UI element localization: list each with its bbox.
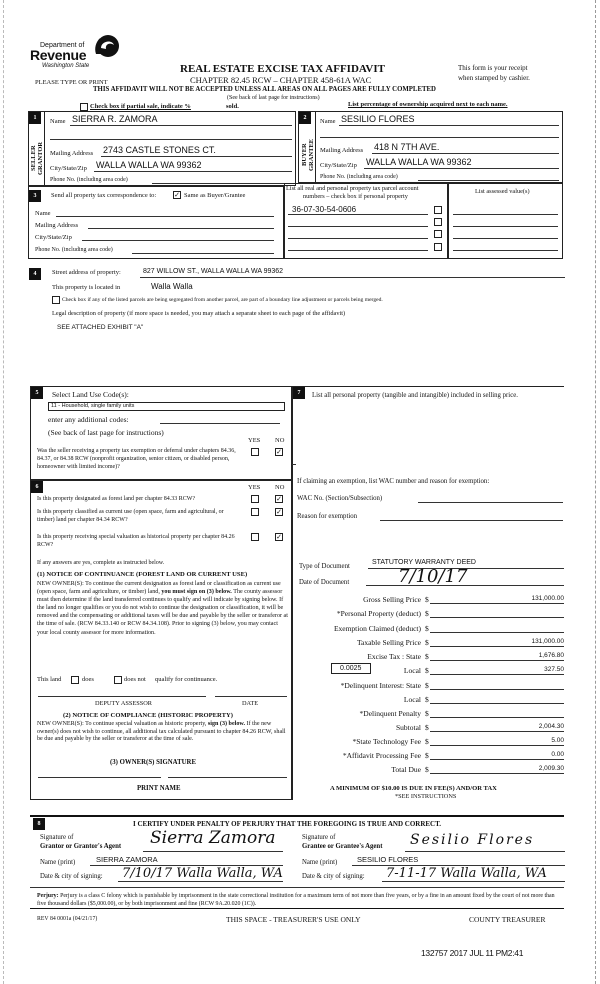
grantee-date-label: Date & city of signing: (302, 873, 365, 880)
buyer-phone-field[interactable] (418, 180, 559, 181)
buyer-mailing-label: Mailing Address (320, 147, 364, 154)
exemption-reason-label: Reason for exemption (297, 513, 358, 520)
receipt-note-2: when stamped by cashier. (458, 74, 530, 82)
logo-revenue-text: Revenue (30, 47, 87, 63)
grantor-name-label: Name (print) (40, 859, 76, 866)
seller-name-line-2 (50, 139, 292, 140)
currency-sign: $ (425, 723, 429, 732)
currency-sign: $ (425, 695, 429, 704)
legal-description-field[interactable]: SEE ATTACHED EXHIBIT "A" (57, 324, 144, 331)
forest-land-question: Is this property designated as forest land per chapter 84.33 RCW? (37, 496, 196, 502)
street-address-line (140, 277, 565, 278)
amount-line (430, 759, 564, 760)
perjury-notice: Perjury: Perjury is a class C felony which is punishable by imprisonment in the state correctional institution for a maximum term of not more than five years, or by a fine in an amount fixed by the court of not more than five thousand dollars ($5,000.00), or by both imprisonment and fine (RCW 9A.20.020 (1C)). (37, 893, 555, 907)
segregated-parcel-label: Check box if any of the listed parcels are being segregated from another parcel, are part of a boundary line adjustment or parcels being merged. (62, 297, 383, 303)
amount-line (430, 632, 564, 633)
please-type: PLEASE TYPE OR PRINT (35, 79, 108, 86)
section5-no-header: NO (275, 437, 285, 444)
amount-line (430, 603, 564, 604)
located-in-field[interactable]: Walla Walla (151, 282, 193, 291)
see-back-note: (See back of last page for instructions) (227, 95, 320, 101)
grantor-signature[interactable]: Sierra Zamora (150, 828, 276, 848)
grantor-date-label: Date & city of signing: (40, 873, 103, 880)
corr-name-label: Name (35, 210, 51, 217)
parcel-line-3[interactable] (288, 238, 428, 239)
parcel-personal-checkbox-3[interactable] (434, 230, 442, 238)
grantor-signature-label-1: Signature of (40, 834, 74, 841)
amount-line (430, 674, 564, 675)
parcel-number-1[interactable]: 36-07-30-54-0606 (292, 205, 357, 214)
grantee-name-field[interactable]: SESILIO FLORES (357, 855, 419, 864)
buyer-mailing-line (372, 153, 559, 154)
grantee-date-line (382, 881, 565, 882)
segregated-parcel-checkbox[interactable] (52, 296, 60, 304)
grantor-name-field[interactable]: SIERRA ZAMORA (96, 855, 158, 864)
excise-local-value[interactable]: 327.50 (544, 666, 564, 673)
additional-codes-field[interactable] (160, 423, 280, 424)
currency-sign: $ (425, 709, 429, 718)
corr-phone-label: Phone No. (including area code) (35, 247, 113, 253)
legal-description-label: Legal description of property (if more space is needed, you may attach a separate sheet to each page of the affidavit) (52, 310, 346, 317)
date-label: DATE (242, 700, 259, 707)
section-3-number: 3 (29, 190, 41, 202)
cashier-stamp: 132757 2017 JUL 11 PM2:41 (421, 948, 524, 958)
wac-number-field[interactable] (418, 502, 563, 503)
document-type-label: Type of Document (299, 563, 350, 570)
taxable-price-value[interactable]: 131,000.00 (531, 638, 564, 645)
section5-see-back: (See back of last page for instructions) (48, 428, 164, 437)
buyer-city-field[interactable]: WALLA WALLA WA 99362 (366, 157, 472, 167)
same-as-buyer-checkbox[interactable]: ✓ (174, 191, 180, 199)
local-rate-value: 0.0025 (340, 665, 362, 672)
grantor-signature-line (143, 851, 283, 852)
parcel-personal-checkbox-4[interactable] (434, 243, 442, 251)
buyer-name-label: Name (320, 118, 336, 125)
if-yes-note: If any answers are yes, complete as instructed below. (37, 560, 165, 566)
seller-phone-field[interactable] (152, 183, 292, 184)
taxable-price-label: Taxable Selling Price (356, 638, 421, 647)
excise-state-label: Excise Tax : State (367, 652, 421, 661)
deputy-assessor-date[interactable] (215, 696, 287, 697)
corr-city-field[interactable] (82, 240, 274, 241)
amount-line (430, 773, 564, 774)
amount-line (430, 689, 564, 690)
total-due-value[interactable]: 2,009.30 (538, 765, 564, 772)
perjury-top-border (30, 887, 564, 888)
amount-line (430, 731, 564, 732)
delinquent-interest-local-label: Local (403, 695, 421, 704)
grantor-signature-label-2: Grantor or Grantor's Agent (40, 843, 122, 850)
grantee-signature-label-1: Signature of (302, 834, 336, 841)
notice-continuance-body: NEW OWNER(S): To continue the current designation as forest land or classification as current use (open space, farm and agriculture, or timber) land, you must sign on (3) below. The county assessor must then determine if the land transferred continues to qualify and will indicate by signing below. If the land no longer qualifies or you do not wish to continue the designation or classification, it will be removed and the compensating or additional taxes will be due and payable by the seller or transferor at the time of sale. (RCW 84.33.140 or RCW 84.34.108). Prior to signing (3) below, you may contact your local county assessor for more information. (37, 581, 288, 636)
section-1-number: 1 (29, 112, 41, 124)
minimum-due-notice: A MINIMUM OF $10.00 IS DUE IN FEE(S) AND/OR TAX (330, 785, 497, 792)
notice-compliance-title: (2) NOTICE OF COMPLIANCE (HISTORIC PROPERTY) (63, 712, 233, 719)
exemption-claimed-label: Exemption Claimed (deduct) (333, 624, 421, 633)
this-land-label: This land (37, 676, 62, 683)
deputy-assessor-signature[interactable] (38, 696, 206, 697)
logo-dept-text: Department of (40, 42, 85, 49)
section-7-divider (292, 464, 296, 465)
seller-name-field[interactable]: SIERRA R. ZAMORA (72, 114, 158, 124)
excise-local-label: Local (403, 666, 421, 675)
does-not-qualify-checkbox[interactable] (114, 676, 122, 684)
currency-sign: $ (425, 652, 429, 661)
certify-statement: I CERTIFY UNDER PENALTY OF PERJURY THAT THE FOREGOING IS TRUE AND CORRECT. (133, 820, 442, 828)
grantee-signature-line (405, 851, 565, 852)
buyer-city-label: City/State/Zip (320, 162, 357, 169)
buyer-mailing-field[interactable]: 418 N 7TH AVE. (374, 142, 440, 152)
currency-sign: $ (425, 751, 429, 760)
corr-name-field[interactable] (56, 216, 274, 217)
amount-line (430, 660, 564, 661)
assessed-header: List assessed value(s) (475, 188, 530, 195)
does-not-label: does not (124, 676, 146, 683)
seller-name-line (70, 125, 292, 126)
local-rate-box[interactable] (331, 663, 371, 674)
section-2-divider (315, 111, 316, 183)
parcel-personal-checkbox-1[interactable] (434, 206, 442, 214)
assessed-value-4[interactable] (453, 250, 558, 251)
amount-line (430, 717, 564, 718)
notice-continuance-title: (1) NOTICE OF CONTINUANCE (FOREST LAND OR CURRENT USE) (37, 571, 248, 578)
parcel-header-1: List all real and personal property tax parcel account (286, 185, 419, 192)
partial-sale-checkbox[interactable] (80, 103, 88, 111)
exemption-reason-field[interactable] (380, 520, 563, 521)
grantor-date-city[interactable]: 7/10/17 Walla Walla, WA (122, 866, 283, 881)
perjury-bottom-border (30, 908, 564, 909)
section5-yes-header: YES (248, 437, 261, 444)
print-name-label: PRINT NAME (137, 785, 181, 792)
subtotal-value[interactable]: 2,004.30 (538, 723, 564, 730)
parcel-line-2[interactable] (288, 226, 428, 227)
send-correspondence-label: Send all property tax correspondence to: (51, 192, 157, 199)
delinquent-interest-state-label: *Delinquent Interest: State (340, 681, 421, 690)
current-use-question: Is this property classified as current use (open space, farm and agricultural, or timber) land per chapter 84.34 RCW? (37, 509, 224, 523)
currency-sign: $ (425, 624, 429, 633)
forest-land-yes-checkbox[interactable] (251, 495, 259, 503)
assessed-value-3[interactable] (453, 238, 558, 239)
buyer-phone-label: Phone No. (including area code) (320, 174, 398, 180)
assessed-value-2[interactable] (453, 226, 558, 227)
assessed-value-1[interactable] (453, 214, 558, 215)
delinquent-penalty-label: *Delinquent Penalty (359, 709, 421, 718)
amount-line (430, 745, 564, 746)
forest-land-no-checkbox[interactable]: ✓ (276, 495, 282, 503)
qualify-label: qualify for continuance. (155, 676, 218, 683)
notice-compliance-body: NEW OWNER(S): To continue special valuation as historic property, sign (3) below. If the new owner(s) does not wish to continue, all additional tax calculated pursuant to chapter 84.26 RCW, shall be due and payable by the seller or transferor at the time of sale. (37, 721, 286, 742)
section-2-number: 2 (299, 112, 311, 124)
currency-sign: $ (425, 681, 429, 690)
current-use-no-checkbox[interactable]: ✓ (276, 508, 282, 516)
parcel-line-4[interactable] (288, 250, 428, 251)
seller-mailing-field[interactable]: 2743 CASTLE STONES CT. (103, 145, 216, 155)
form-title: REAL ESTATE EXCISE TAX AFFIDAVIT (180, 63, 385, 75)
corr-phone-field[interactable] (132, 253, 274, 254)
amount-line (430, 703, 564, 704)
additional-codes-label: enter any additional codes: (48, 415, 129, 424)
currency-sign: $ (425, 666, 429, 675)
total-due-label: Total Due (391, 765, 421, 774)
historic-yes-checkbox[interactable] (251, 533, 259, 541)
seller-city-field[interactable]: WALLA WALLA WA 99362 (96, 160, 202, 170)
buyer-grantee-label: BUYER GRANTEE (301, 138, 315, 172)
see-instructions-note: *SEE INSTRUCTIONS (395, 793, 457, 800)
currency-sign: $ (425, 765, 429, 774)
land-use-select[interactable] (48, 402, 285, 411)
located-in-label: This property is located in (52, 284, 121, 291)
seller-mailing-line (101, 156, 292, 157)
parcel-personal-checkbox-2[interactable] (434, 218, 442, 226)
logo-state-text: Washington State (42, 63, 90, 69)
exemption-no-checkbox[interactable]: ✓ (276, 448, 282, 456)
seller-city-label: City/State/Zip (50, 165, 87, 172)
receipt-note-1: This form is your receipt (458, 64, 528, 72)
currency-sign: $ (425, 595, 429, 604)
buyer-name-line (339, 125, 559, 126)
seller-city-line (94, 171, 292, 172)
section-5-number: 5 (31, 387, 43, 399)
document-date-line (366, 585, 564, 586)
dor-swirl-icon (92, 32, 122, 62)
section-8-number: 8 (33, 818, 45, 830)
land-use-label: Select Land Use Code(s): (52, 390, 129, 399)
owner-signature-field[interactable] (38, 777, 161, 778)
currency-sign: $ (425, 737, 429, 746)
currency-sign: $ (425, 609, 429, 618)
seller-grantor-label: SELLER GRANTOR (30, 141, 44, 175)
exemption-yes-checkbox[interactable] (251, 448, 259, 456)
dor-logo (30, 30, 130, 70)
section6-yes-header: YES (248, 484, 261, 491)
does-label: does (82, 676, 94, 683)
seller-name-label: Name (50, 118, 66, 125)
grantee-name-label: Name (print) (302, 859, 338, 866)
wac-number-label: WAC No. (Section/Subsection) (297, 495, 383, 502)
currency-sign: $ (425, 638, 429, 647)
ownership-note: List percentage of ownership acquired next to each name. (348, 101, 508, 108)
treasurer-use-only: THIS SPACE - TREASURER'S USE ONLY (226, 915, 361, 924)
section-7-number: 7 (293, 387, 305, 399)
tech-fee-label: *State Technology Fee (352, 737, 421, 746)
land-use-value: 11 - Household, single family units (51, 403, 135, 409)
owner-signature-label: (3) OWNER(S) SIGNATURE (110, 759, 196, 766)
grantee-date-city[interactable]: 7-11-17 Walla Walla, WA (386, 866, 547, 881)
grantor-date-line (118, 881, 283, 882)
gross-price-label: Gross Selling Price (363, 595, 421, 604)
seller-mailing-label: Mailing Address (50, 150, 94, 157)
form-revision: REV 84 0001a (04/21/17) (37, 916, 98, 922)
sold-label: sold. (226, 103, 239, 110)
section-4-number: 4 (29, 268, 41, 280)
buyer-name-line-2 (320, 137, 559, 138)
current-use-yes-checkbox[interactable] (251, 508, 259, 516)
processing-fee-value[interactable]: 0.00 (551, 751, 564, 758)
tech-fee-value[interactable]: 5.00 (551, 737, 564, 744)
page-edge-left (3, 0, 4, 984)
county-treasurer: COUNTY TREASURER (469, 915, 546, 924)
page-edge-right (595, 0, 596, 984)
section-8-top-border (30, 815, 564, 817)
partial-sale-label: Check box if partial sale, indicate % (90, 103, 191, 110)
section-6-number: 6 (31, 481, 43, 493)
excise-state-value[interactable]: 1,676.80 (538, 652, 564, 659)
does-qualify-checkbox[interactable] (71, 676, 79, 684)
buyer-city-line (364, 168, 559, 169)
personal-property-deduct-label: *Personal Property (deduct) (336, 609, 421, 618)
exemption-claim-label: If claiming an exemption, list WAC number and reason for exemption: (297, 478, 490, 485)
subtotal-label: Subtotal (395, 723, 421, 732)
exemption-question: Was the seller receiving a property tax exemption or deferral under chapters 84.36, 84.37, or 84.38 RCW (nonprofit organization, senior citizen, or disabled person, homeowner with limited income)? (37, 448, 236, 470)
grantee-signature-label-2: Grantee or Grantee's Agent (302, 843, 383, 850)
form-chapter: CHAPTER 82.45 RCW – CHAPTER 458-61A WAC (190, 75, 372, 85)
document-type-field[interactable]: STATUTORY WARRANTY DEED (372, 559, 476, 566)
personal-property-label: List all personal property (tangible and intangible) included in selling price. (312, 392, 518, 399)
document-date-field[interactable]: 7/10/17 (398, 566, 468, 587)
deputy-assessor-label: DEPUTY ASSESSOR (95, 700, 152, 707)
amount-line (430, 617, 564, 618)
seller-phone-label: Phone No. (including area code) (50, 177, 128, 183)
corr-mailing-field[interactable] (88, 228, 274, 229)
street-address-label: Street address of property: (52, 269, 121, 276)
corr-mailing-label: Mailing Address (35, 222, 79, 229)
same-as-buyer-label: Same as Buyer/Grantee (184, 192, 246, 199)
street-address-field[interactable]: 827 WILLOW ST., WALLA WALLA WA 99362 (143, 268, 284, 275)
section6-no-header: NO (275, 484, 285, 491)
gross-price-value[interactable]: 131,000.00 (531, 595, 564, 602)
historic-question: Is this property receiving special valuation as historical property per chapter 84.26 RCW? (37, 534, 235, 548)
buyer-name-field[interactable]: SESILIO FLORES (341, 114, 415, 124)
grantee-signature[interactable]: Sesilio Flores (410, 832, 535, 848)
corr-city-label: City/State/Zip (35, 234, 72, 241)
section-1-divider (44, 111, 45, 186)
owner-print-name-field[interactable] (168, 777, 287, 778)
parcel-line-1 (288, 214, 428, 215)
historic-no-checkbox[interactable]: ✓ (276, 533, 282, 541)
processing-fee-label: *Affidavit Processing Fee (342, 751, 421, 760)
affidavit-warning: THIS AFFIDAVIT WILL NOT BE ACCEPTED UNLESS ALL AREAS ON ALL PAGES ARE FULLY COMPLETED (93, 86, 436, 93)
document-date-label: Date of Document (299, 579, 350, 586)
amount-line (430, 646, 564, 647)
parcel-header-2: numbers – check box if personal property (303, 193, 408, 200)
section-6-designations (30, 480, 293, 800)
